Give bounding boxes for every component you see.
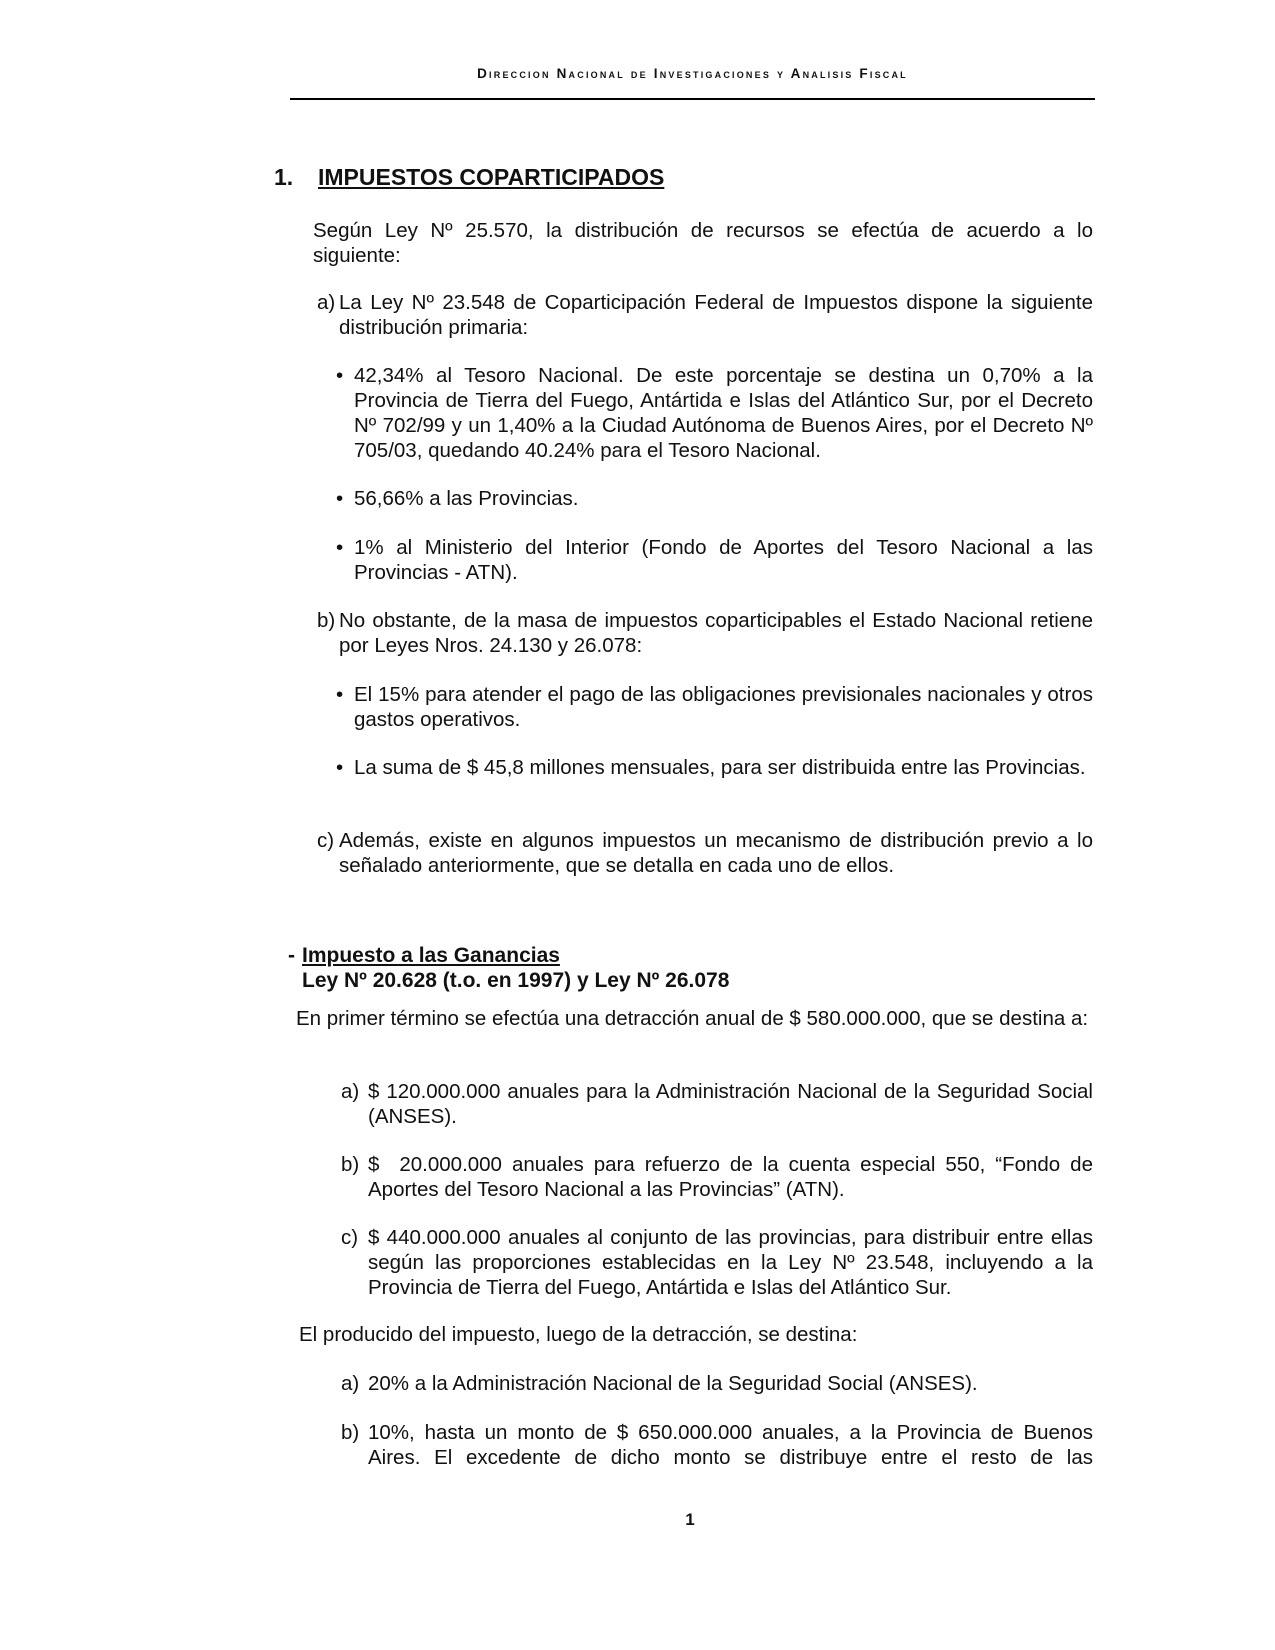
bullet-item	[336, 363, 1093, 463]
list-marker: a)	[341, 1372, 360, 1395]
section-intro: Según Ley Nº 25.570, la distribución de recursos se efectúa de acuerdo a lo siguiente:	[313, 219, 1093, 267]
list-item-text: Además, existe en algunos impuestos un mecanismo de distribución previo a lo señalado anteriormente, que se detalla en cada uno de ellos.	[339, 829, 1093, 877]
list-item-text: La Ley Nº 23.548 de Coparticipación Federal de Impuestos dispone la siguiente distribución primaria:	[339, 291, 1093, 339]
bullet-item	[336, 535, 1093, 585]
bullet-icon: •	[336, 487, 344, 510]
detraccion-item	[341, 1152, 1098, 1202]
bullet-text: El 15% para atender el pago de las obligaciones previsionales nacionales y otros gastos operativos.	[354, 683, 1093, 731]
list-item-b	[317, 608, 1093, 658]
list-item-text: $ 20.000.000 anuales para refuerzo de la cuenta especial 550, “Fondo de Aportes del Tesoro Nacional a las Provincias” (ATN).	[368, 1153, 1098, 1201]
bullet-text: 56,66% a las Provincias.	[354, 487, 579, 510]
producido-item	[341, 1420, 1093, 1470]
list-item-text: No obstante, de la masa de impuestos coparticipables el Estado Nacional retiene por Leyes Nros. 24.130 y 26.078:	[339, 609, 1093, 657]
list-item-text: 20% a la Administración Nacional de la Seguridad Social (ANSES).	[368, 1372, 978, 1395]
bullet-item	[336, 486, 1093, 511]
list-marker: c)	[317, 829, 335, 852]
list-item-text: $ 440.000.000 anuales al conjunto de las provincias, para distribuir entre ellas según las proporciones establecidas en la Ley Nº 23.548, incluyendo a la Provincia de Tierra del Fuego, Antártida e Islas del Atlántico Sur.	[368, 1226, 1093, 1299]
list-marker: a)	[341, 1080, 360, 1103]
bullet-icon: •	[336, 536, 344, 559]
section-number: 1.	[274, 164, 294, 190]
list-marker: b)	[341, 1421, 360, 1444]
bullet-icon: •	[336, 364, 344, 387]
list-marker: c)	[341, 1226, 359, 1249]
page-header: Direccion Nacional de Investigaciones y Analisis Fiscal	[477, 66, 908, 81]
bullet-text: La suma de $ 45,8 millones mensuales, para ser distribuida entre las Provincias.	[354, 756, 1086, 779]
bullet-text: 1% al Ministerio del Interior (Fondo de Aportes del Tesoro Nacional a las Provincias - ATN).	[354, 536, 1093, 584]
list-item-text: $ 120.000.000 anuales para la Administración Nacional de la Seguridad Social (ANSES).	[368, 1080, 1093, 1128]
section-title: IMPUESTOS COPARTICIPADOS	[318, 164, 665, 190]
bullet-icon: •	[336, 756, 344, 779]
list-item-c	[317, 828, 1093, 878]
list-item-a	[317, 290, 1093, 340]
ganancias-intro: En primer término se efectúa una detracción anual de $ 580.000.000, que se destina a:	[296, 1007, 1089, 1030]
bullet-item	[336, 755, 1093, 780]
list-marker: a)	[317, 291, 336, 314]
detraccion-item	[341, 1225, 1093, 1300]
producido-item	[341, 1371, 1093, 1396]
producido-intro: El producido del impuesto, luego de la detracción, se destina:	[299, 1323, 858, 1346]
section-heading	[274, 164, 664, 191]
subsection-law: Ley Nº 20.628 (t.o. en 1997) y Ley Nº 26.078	[302, 969, 730, 992]
heading-dash: -	[288, 944, 295, 967]
header-divider	[290, 98, 1095, 100]
bullet-text: 42,34% al Tesoro Nacional. De este porcentaje se destina un 0,70% a la Provincia de Tierra del Fuego, Antártida e Islas del Atlántico Sur, por el Decreto Nº 702/99 y un 1,40% a la Ciudad Autónoma de Buenos Aires, por el Decreto Nº 705/03, quedando 40.24% para el Tesoro Nacional.	[354, 364, 1093, 462]
bullet-item	[336, 682, 1093, 732]
subsection-heading	[288, 943, 560, 968]
list-item-text: 10%, hasta un monto de $ 650.000.000 anuales, a la Provincia de Buenos Aires. El excedente de dicho monto se distribuye entre el resto de las	[368, 1421, 1093, 1469]
list-marker: b)	[317, 609, 336, 632]
page-number: 1	[685, 1510, 695, 1529]
detraccion-item	[341, 1079, 1093, 1129]
subsection-title: Impuesto a las Ganancias	[302, 944, 560, 967]
list-marker: b)	[341, 1153, 360, 1176]
bullet-icon: •	[336, 683, 344, 706]
